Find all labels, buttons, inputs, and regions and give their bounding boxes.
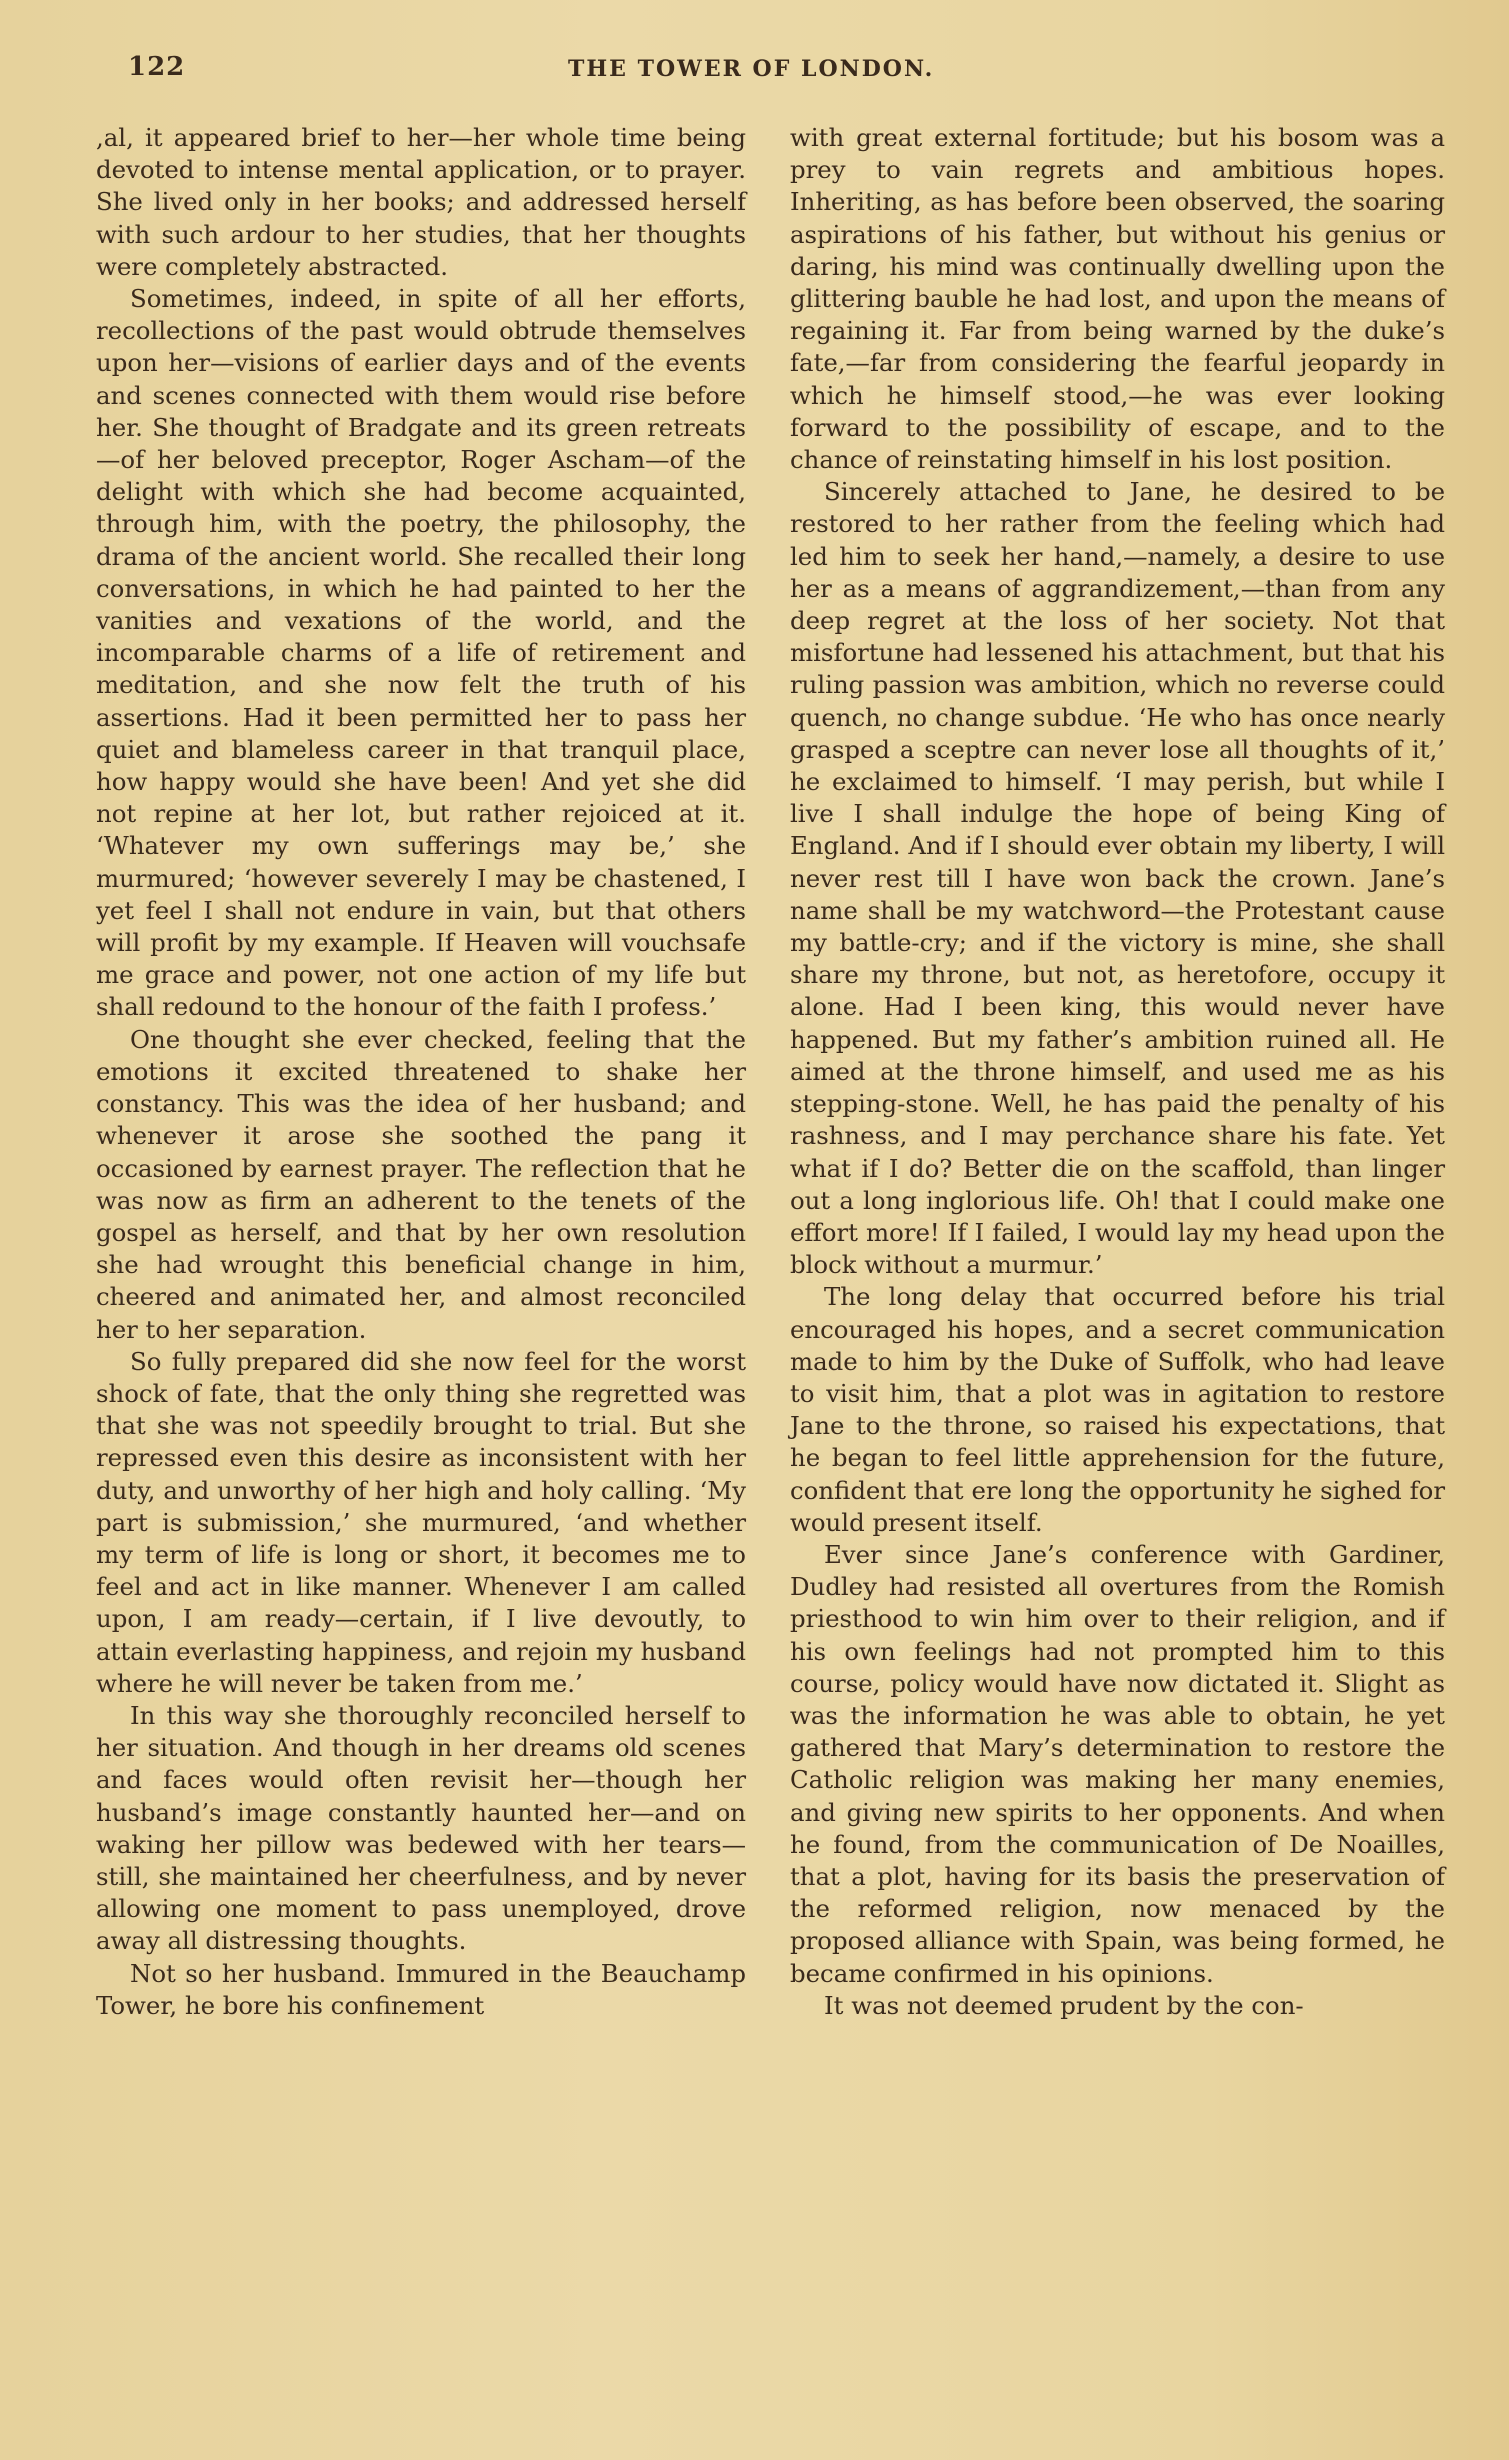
- paragraph: Sincerely attached to Jane, he desired to be restored to her rather from the feeling which had led him to seek her hand,—namely, a desire to use her as a means of aggrandizement,—than from any deep regret at the loss of her society. Not that misfortune had lessened his attachment, but that his ruling passion was ambition, which no reverse could quench, no change subdue. ‘He who has once nearly grasped a sceptre can never lose all thoughts of it,’ he exclaimed to himself. ‘I may perish, but while I live I shall indulge the hope of being King of England. And if I should ever obtain my liberty, I will never rest till I have won back the crown. Jane’s name shall be my watchword—the Protestant cause my battle-cry; and if the victory is mine, she shall share my throne, but not, as heretofore, occupy it alone. Had I been king, this would never have happened. But my father’s ambition ruined all. He aimed at the throne himself, and used me as his stepping-stone. Well, he has paid the penalty of his rashness, and I may perchance share his fate. Yet what if I do? Better die on the scaffold, than linger out a long inglorious life. Oh! that I could make one effort more! If I failed, I would lay my head upon the block without a murmur.’: [790, 477, 1445, 1280]
- page-header: [128, 52, 1448, 96]
- running-title: THE TOWER OF LONDON.: [568, 56, 935, 82]
- paragraph: Not so her husband. Immured in the Beauchamp Tower, he bore his confinement: [96, 1958, 746, 2020]
- paragraph: In this way she thoroughly reconciled herself to her situation. And though in her dreams old scenes and faces would often revisit her—though her husband’s image constantly haunted her—and on waking her pillow was bedewed with her tears—still, she maintained her cheerfulness, and by never allowing one moment to pass unemployed, drove away all distressing thoughts.: [96, 1700, 746, 1956]
- paragraph: It was not deemed prudent by the con-: [824, 1990, 1304, 2020]
- paragraph: with great external fortitude; but his bosom was a prey to vain regrets and ambitious hopes. Inheriting, as has before been observed, the soaring aspirations of his father, but without his genius or daring, his mind was continually dwelling upon the glittering bauble he had lost, and upon the means of regaining it. Far from being warned by the duke’s fate,—far from considering the fearful jeopardy in which he himself stood,—he was ever looking forward to the possibility of escape, and to the chance of reinstating himself in his lost position.: [790, 123, 1445, 475]
- left-column: [96, 122, 746, 2022]
- paragraph: ,al, it appeared brief to her—her whole time being devoted to intense mental application, or to prayer. She lived only in her books; and addressed herself with such ardour to her studies, that her thoughts were completely abstracted.: [96, 123, 746, 281]
- paragraph: The long delay that occurred before his trial encouraged his hopes, and a secret communication made to him by the Duke of Suffolk, who had leave to visit him, that a plot was in agitation to restore Jane to the throne, so raised his expectations, that he began to feel little apprehension for the future, confident that ere long the opportunity he sighed for would present itself.: [790, 1282, 1445, 1537]
- paragraph: So fully prepared did she now feel for the worst shock of fate, that the only thing she regretted was that she was not speedily brought to trial. But she repressed even this desire as inconsistent with her duty, and unworthy of her high and holy calling. ‘My part is submission,’ she murmured, ‘and whether my term of life is long or short, it becomes me to feel and act in like manner. Whenever I am called upon, I am ready—certain, if I live devoutly, to attain everlasting happiness, and rejoin my husband where he will never be taken from me.’: [96, 1346, 746, 1698]
- page-number: 122: [128, 52, 186, 82]
- right-column: [790, 122, 1445, 2022]
- paragraph: One thought she ever checked, feeling that the emotions it excited threatened to shake her constancy. This was the idea of her husband; and whenever it arose she soothed the pang it occasioned by earnest prayer. The reflection that he was now as firm an adherent to the tenets of the gospel as herself, and that by her own resolution she had wrought this beneficial change in him, cheered and animated her, and almost reconciled her to her separation.: [96, 1024, 746, 1344]
- paragraph: Ever since Jane’s conference with Gardiner, Dudley had resisted all overtures from the Romish priesthood to win him over to their religion, and if his own feelings had not prompted him to this course, policy would have now dictated it. Slight as was the information he was able to obtain, he yet gathered that Mary’s determination to restore the Catholic religion was making her many enemies, and giving new spirits to her opponents. And when he found, from the communication of De Noailles, that a plot, having for its basis the preservation of the reformed religion, now menaced by the proposed alliance with Spain, was being formed, he became confirmed in his opinions.: [790, 1539, 1445, 1988]
- paragraph: Sometimes, indeed, in spite of all her efforts, recollections of the past would obtrude themselves upon her—visions of earlier days and of the events and scenes connected with them would rise before her. She thought of Bradgate and its green retreats—of her beloved preceptor, Roger Ascham—of the delight with which she had become acquainted, through him, with the poetry, the philosophy, the drama of the ancient world. She recalled their long conversations, in which he had painted to her the vanities and vexations of the world, and the incomparable charms of a life of retirement and meditation, and she now felt the truth of his assertions. Had it been permitted her to pass her quiet and blameless career in that tranquil place, how happy would she have been! And yet she did not repine at her lot, but rather rejoiced at it. ‘Whatever my own sufferings may be,’ she murmured; ‘however severely I may be chastened, I yet feel I shall not endure in vain, but that others will profit by my example. If Heaven will vouchsafe me grace and power, not one action of my life but shall redound to the honour of the faith I profess.’: [96, 284, 746, 1022]
